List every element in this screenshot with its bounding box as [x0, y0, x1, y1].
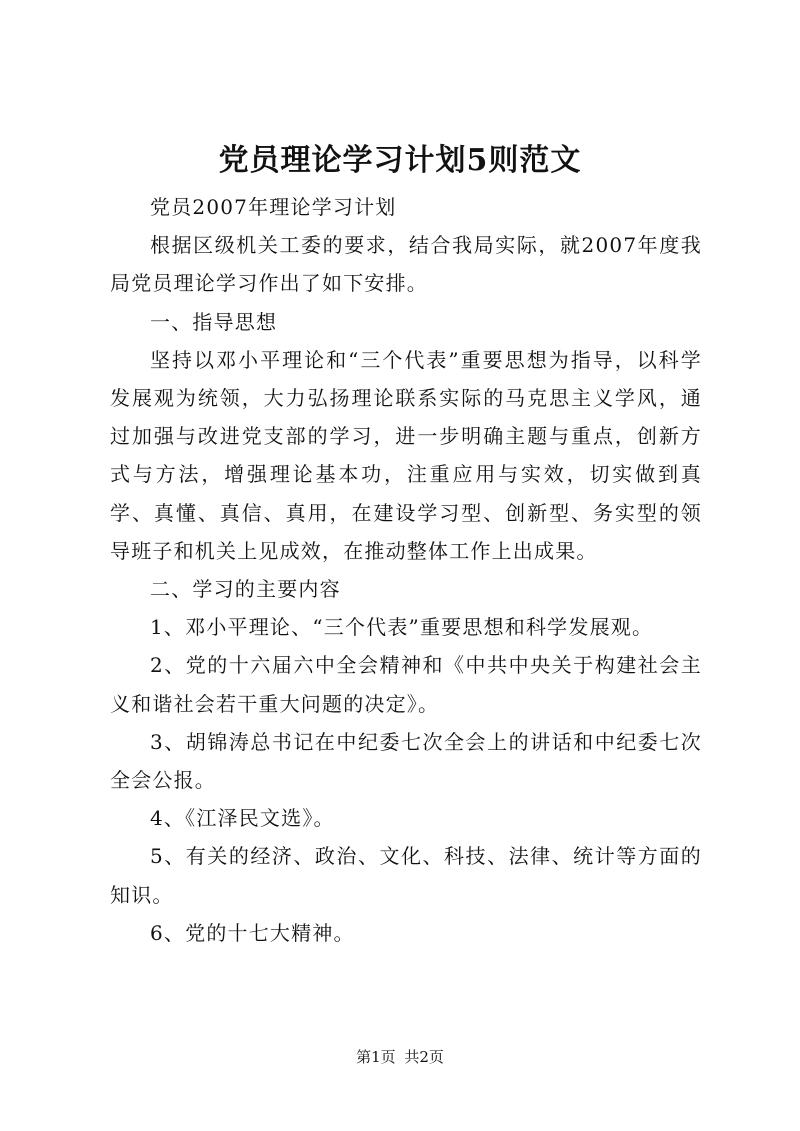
paragraph-plan-heading: 党员2007年理论学习计划 — [150, 195, 397, 219]
section-heading-guiding-thought: 一、指导思想 — [150, 309, 278, 334]
list-item-6: 6、党的十七大精神。 — [150, 920, 355, 945]
list-item-3: 3、胡锦涛总书记在中纪委七次全会上的讲话和中纪委七次全会公报。 — [110, 729, 702, 793]
page-number: 第1页 — [356, 1048, 396, 1066]
document-body — [110, 188, 702, 952]
list-item-5: 5、有关的经济、政治、文化、科技、法律、统计等方面的知识。 — [110, 844, 702, 907]
list-item-1: 1、邓小平理论、“三个代表”重要思想和科学发展观。 — [150, 615, 654, 640]
list-item-4: 4、《江泽民文选》。 — [150, 806, 335, 831]
section-heading-main-content: 二、学习的主要内容 — [150, 577, 341, 602]
document-title: 党员理论学习计划5则范文 — [218, 143, 582, 178]
page-footer — [0, 1047, 800, 1067]
page-total: 共2页 — [404, 1048, 444, 1066]
list-item-2: 2、党的十六届六中全会精神和《中共中央关于构建社会主义和谐社会若干重大问题的决定》。 — [110, 653, 702, 716]
paragraph-guiding-thought: 坚持以邓小平理论和“三个代表”重要思想为指导，以科学发展观为统领，大力弘扬理论联系实际的马克思主义学风，通过加强与改进党支部的学习，进一步明确主题与重点，创新方式与方法，增强理论基本功，注重应用与实效，切实做到真学、真懂、真信、真用，在建设学习型、创新型、务实型的领导班子和机关上见成效，在推动整体工作上出成果。 — [110, 347, 702, 563]
paragraph-intro: 根据区级机关工委的要求，结合我局实际，就2007年度我局党员理论学习作出了如下安排。 — [110, 233, 702, 296]
